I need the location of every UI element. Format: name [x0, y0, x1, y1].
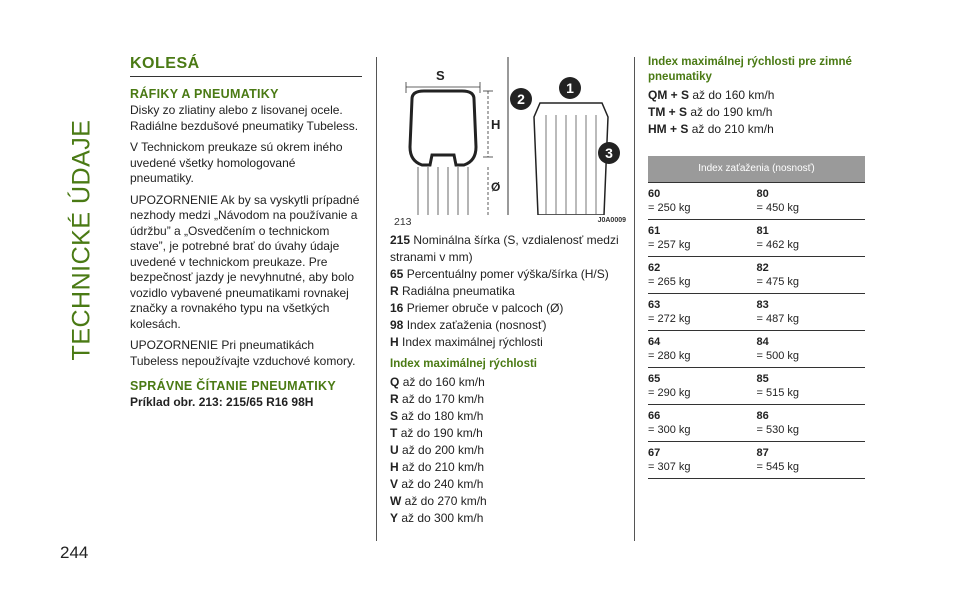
legend-item-key: R	[390, 284, 399, 298]
warning-paragraph: UPOZORNENIE Ak by sa vyskytli prípadné nezhody medzi „Návodom na používanie a údržbu” a „Osvedčením o technickom stave”, je potrebné brať do úvahy údaje uvedené v technickom preukaze. Pre bezpečnosť jazdy je nevyhnutné, aby bolo vozidlo vybavené pneumatikami rovnakej značky a rovnakého typu na všetkých kolesách.	[130, 192, 360, 331]
speed-item-text: až do 270 km/h	[404, 494, 487, 508]
speed-item-text: až do 170 km/h	[402, 392, 485, 406]
column-divider	[634, 57, 635, 541]
load-index-key: 63	[648, 299, 661, 311]
winter-speed-item-text: až do 160 km/h	[692, 88, 775, 102]
table-cell	[757, 410, 866, 437]
table-row	[648, 257, 865, 294]
winter-speed-item	[648, 104, 865, 121]
load-index-value: = 487 kg	[756, 312, 800, 325]
tire-code-legend	[390, 232, 626, 351]
figure-number: 213	[394, 216, 412, 228]
table-cell	[648, 447, 757, 474]
column-1	[130, 55, 362, 409]
table-row	[648, 405, 865, 442]
speed-item	[390, 476, 626, 493]
load-index-key: 82	[756, 262, 769, 274]
table-row	[648, 331, 865, 368]
load-index-value: = 530 kg	[756, 423, 800, 436]
table-cell	[648, 225, 757, 252]
load-index-value: = 290 kg	[648, 386, 691, 399]
speed-item	[390, 510, 626, 527]
speed-item	[390, 442, 626, 459]
winter-speed-item	[648, 121, 865, 138]
table-cell	[648, 373, 757, 400]
load-index-value: = 475 kg	[756, 275, 800, 288]
paragraph: V Technickom preukaze sú okrem iného uvedené všetky homologované pneumatiky.	[130, 140, 343, 185]
legend-item-text: Index maximálnej rýchlosti	[402, 335, 543, 349]
load-index-key: 61	[648, 225, 661, 237]
speed-item-text: až do 190 km/h	[400, 426, 483, 440]
load-index-value: = 500 kg	[756, 349, 800, 362]
legend-item-key: 16	[390, 301, 404, 315]
callout-3: 3	[598, 142, 620, 164]
load-index-value: = 280 kg	[648, 349, 691, 362]
legend-item	[390, 266, 626, 283]
speed-item-key: V	[390, 477, 399, 491]
subsection-title: RÁFIKY A PNEUMATIKY	[130, 87, 279, 101]
legend-item-text: Radiálna pneumatika	[402, 284, 515, 298]
winter-speed-item-key: QM + S	[648, 88, 690, 102]
speed-item-text: až do 300 km/h	[401, 511, 484, 525]
load-index-key: 85	[756, 373, 769, 385]
callout-1: 1	[559, 77, 581, 99]
speed-item	[390, 493, 626, 510]
speed-item-text: až do 240 km/h	[401, 477, 484, 491]
legend-item	[390, 232, 626, 266]
load-index-value: = 300 kg	[648, 423, 691, 436]
speed-item-text: až do 180 km/h	[401, 409, 484, 423]
table-cell	[648, 410, 757, 437]
table-cell	[648, 336, 757, 363]
tire-diagram	[390, 57, 626, 215]
winter-speed-list	[648, 87, 865, 138]
dimension-label-h: H	[491, 117, 501, 132]
legend-item	[390, 317, 626, 334]
speed-index-list	[390, 374, 626, 527]
table-row	[648, 368, 865, 405]
table-cell	[757, 262, 866, 289]
speed-item-key: U	[390, 443, 399, 457]
load-index-key: 62	[648, 262, 661, 274]
speed-item	[390, 425, 626, 442]
speed-item	[390, 459, 626, 476]
speed-item-key: S	[390, 409, 399, 423]
page-number: 244	[60, 543, 89, 562]
speed-item-key: R	[390, 392, 399, 406]
table-row	[648, 294, 865, 331]
legend-item-text: Priemer obruče v palcoch (Ø)	[406, 301, 564, 315]
table-cell	[757, 336, 866, 363]
load-index-value: = 265 kg	[648, 275, 691, 288]
load-index-value: = 272 kg	[648, 312, 691, 325]
winter-speed-item-key: HM + S	[648, 122, 689, 136]
warning-paragraph: UPOZORNENIE Pri pneumatikách Tubeless nepoužívajte vzduchové komory.	[130, 338, 356, 368]
table-row	[648, 220, 865, 257]
figure-code: J0A0009	[597, 217, 626, 224]
load-index-value: = 257 kg	[648, 238, 691, 251]
load-index-key: 84	[756, 336, 769, 348]
speed-item	[390, 408, 626, 425]
winter-speed-item-text: až do 190 km/h	[690, 105, 773, 119]
legend-item-key: 215	[390, 233, 411, 247]
tire-figure	[390, 57, 626, 232]
table-cell	[757, 447, 866, 474]
speed-item-text: až do 210 km/h	[402, 460, 485, 474]
load-index-table-header: Index zaťaženia (nosnosť)	[648, 156, 865, 183]
section-title: KOLESÁ	[130, 55, 362, 77]
legend-item	[390, 334, 626, 351]
winter-speed-item-text: až do 210 km/h	[691, 122, 774, 136]
load-index-key: 64	[648, 336, 661, 348]
example-line: Príklad obr. 213: 215/65 R16 98H	[130, 395, 314, 409]
table-cell	[648, 188, 757, 215]
legend-item-text: Index zaťaženia (nosnosť)	[406, 318, 547, 332]
legend-item-text: Percentuálny pomer výška/šírka (H/S)	[406, 267, 609, 281]
speed-item-text: až do 200 km/h	[402, 443, 485, 457]
legend-item-key: H	[390, 335, 399, 349]
paragraph: Disky zo zliatiny alebo z lisovanej ocele. Radiálne bezdušové pneumatiky Tubeless.	[130, 103, 359, 133]
load-index-key: 80	[756, 188, 769, 200]
column-3	[648, 55, 865, 479]
column-2	[390, 57, 626, 527]
speed-item-key: Q	[390, 375, 400, 389]
speed-item-key: H	[390, 460, 399, 474]
legend-item-text: Nominálna šírka (S, vzdialenosť medzi stranami v mm)	[390, 233, 619, 264]
legend-item	[390, 300, 626, 317]
load-index-key: 67	[648, 447, 661, 459]
load-index-key: 81	[756, 225, 769, 237]
load-index-value: = 450 kg	[756, 201, 800, 214]
load-index-value: = 515 kg	[756, 386, 800, 399]
load-index-value: = 250 kg	[648, 201, 691, 214]
load-index-value: = 307 kg	[648, 460, 691, 473]
legend-item-key: 65	[390, 267, 404, 281]
winter-speed-item-key: TM + S	[648, 105, 688, 119]
dimension-label-diameter: Ø	[491, 180, 501, 194]
load-index-key: 83	[756, 299, 769, 311]
subsection-title: SPRÁVNE ČÍTANIE PNEUMATIKY	[130, 379, 336, 393]
load-index-table	[648, 183, 865, 479]
table-cell	[757, 373, 866, 400]
legend-item-key: 98	[390, 318, 404, 332]
table-row	[648, 442, 865, 479]
legend-item	[390, 283, 626, 300]
dimension-label-s: S	[436, 68, 445, 83]
speed-item-key: Y	[390, 511, 399, 525]
load-index-key: 60	[648, 188, 661, 200]
speed-index-title: Index maximálnej rýchlosti	[390, 358, 538, 370]
speed-item-key: W	[390, 494, 402, 508]
load-index-value: = 545 kg	[756, 460, 800, 473]
table-cell	[757, 299, 866, 326]
speed-item-key: T	[390, 426, 398, 440]
speed-item	[390, 391, 626, 408]
load-index-key: 66	[648, 410, 661, 422]
load-index-key: 86	[756, 410, 769, 422]
speed-item	[390, 374, 626, 391]
table-row	[648, 183, 865, 220]
callout-2: 2	[510, 88, 532, 110]
winter-speed-title: Index maximálnej rýchlosti pre zimné pneumatiky	[648, 56, 852, 83]
load-index-key: 87	[756, 447, 769, 459]
speed-item-text: až do 160 km/h	[402, 375, 485, 389]
load-index-value: = 462 kg	[756, 238, 800, 251]
table-cell	[648, 262, 757, 289]
winter-speed-item	[648, 87, 865, 104]
table-cell	[648, 299, 757, 326]
table-cell	[757, 225, 866, 252]
table-cell	[757, 188, 866, 215]
column-divider	[376, 57, 377, 541]
load-index-key: 65	[648, 373, 661, 385]
